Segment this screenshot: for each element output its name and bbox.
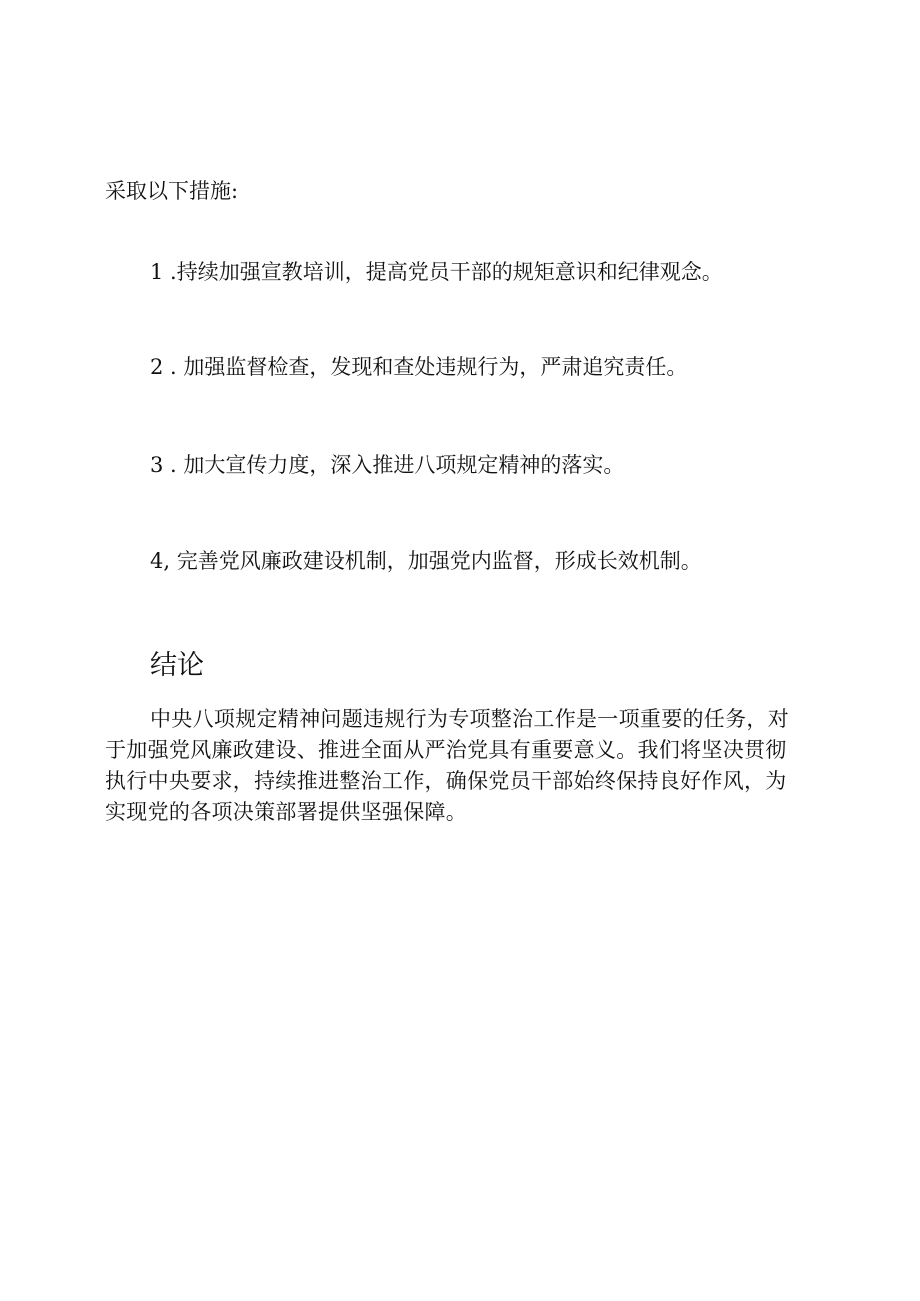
measure-item-3: 3 . 加大宣传力度，深入推进八项规定精神的落实。 xyxy=(150,453,625,477)
measure-item-4: 4, 完善党风廉政建设机制，加强党内监督，形成长效机制。 xyxy=(150,549,702,573)
measure-item-1: 1 .持续加强宣教培训，提高党员干部的规矩意识和纪律观念。 xyxy=(150,260,723,284)
conclusion-paragraph: 中央八项规定精神问题违规行为专项整治工作是一项重要的任务，对于加强党风廉政建设、推进全面从严治党具有重要意义。我们将坚决贯彻执行中央要求，持续推进整治工作，确保党员干部始终保持良好作风，为实现党的各项决策部署提供坚强保障。 xyxy=(105,707,789,824)
conclusion-heading: 结论 xyxy=(150,650,204,681)
intro-line: 采取以下措施: xyxy=(105,179,239,203)
measure-item-2: 2 . 加强监督检查，发现和查处违规行为，严肃追究责任。 xyxy=(150,355,688,379)
